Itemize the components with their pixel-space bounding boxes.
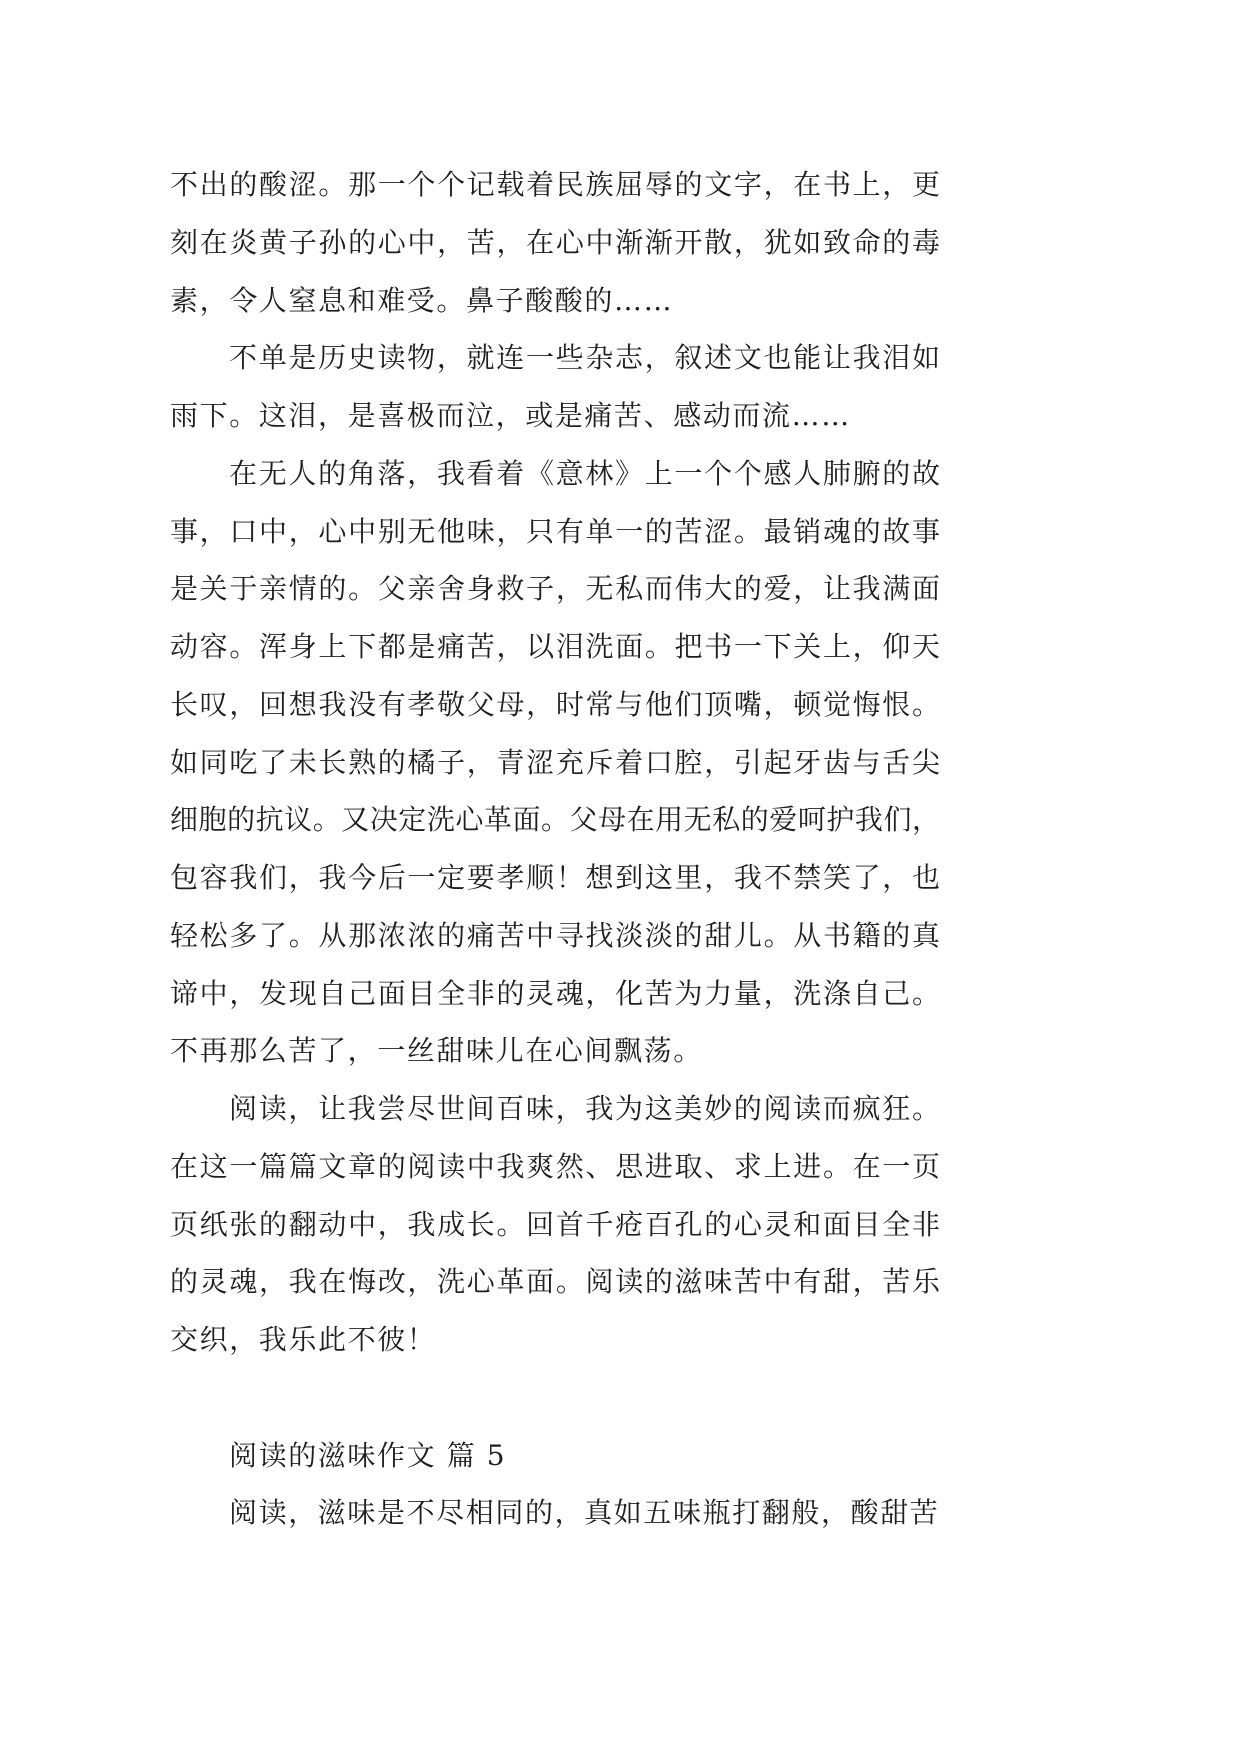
text-line: 不单是历史读物，就连一些杂志，叙述文也能让我泪如 xyxy=(229,341,940,375)
paragraph xyxy=(170,1080,940,1369)
text-line: 如同吃了未长熟的橘子，青涩充斥着口腔，引起牙齿与舌尖 xyxy=(170,745,940,779)
text-line: 谛中，发现自己面目全非的灵魂，化苦为力量，洗涤自己。 xyxy=(170,976,940,1010)
text-line: 不再那么苦了，一丝甜味儿在心间飘荡。 xyxy=(170,1034,703,1068)
text-line: 在无人的角落，我看着《意林》上一个个感人肺腑的故 xyxy=(229,456,940,490)
paragraph xyxy=(170,156,940,329)
text-line: 细胞的抗议。又决定洗心革面。父母在用无私的爱呵护我们， xyxy=(170,803,940,837)
text-line: 页纸张的翻动中，我成长。回首千疮百孔的心灵和面目全非 xyxy=(170,1207,940,1241)
text-line: 事，口中，心中别无他味，只有单一的苦涩。最销魂的故事 xyxy=(170,514,940,548)
text-line: 阅读，滋味是不尽相同的，真如五味瓶打翻般，酸甜苦 xyxy=(229,1496,940,1530)
text-line: 轻松多了。从那浓浓的痛苦中寻找淡淡的甜儿。从书籍的真 xyxy=(170,918,940,952)
blank-line xyxy=(170,1369,940,1427)
paragraph xyxy=(170,445,940,1080)
text-line: 雨下。这泪，是喜极而泣，或是痛苦、感动而流…… xyxy=(170,399,851,432)
text-line: 动容。浑身上下都是痛苦，以泪洗面。把书一下关上，仰天 xyxy=(170,630,940,663)
text-line: 交织，我乐此不彼！ xyxy=(170,1323,437,1356)
text-line: 包容我们，我今后一定要孝顺！想到这里，我不禁笑了，也 xyxy=(170,861,940,894)
paragraph xyxy=(170,1484,940,1542)
text-line: 刻在炎黄子孙的心中，苦，在心中渐渐开散，犹如致命的毒 xyxy=(170,225,940,259)
text-line: 是关于亲情的。父亲舍身救子，无私而伟大的爱，让我满面 xyxy=(170,572,940,606)
text-line: 长叹，回想我没有孝敬父母，时常与他们顶嘴，顿觉悔恨。 xyxy=(170,687,940,721)
text-line: 阅读，让我尝尽世间百味，我为这美妙的阅读而疯狂。 xyxy=(229,1092,940,1125)
document-body xyxy=(170,156,940,1542)
text-line: 不出的酸涩。那一个个记载着民族屈辱的文字，在书上，更 xyxy=(170,168,940,201)
paragraph xyxy=(170,329,940,445)
text-line: 的灵魂，我在悔改，洗心革面。阅读的滋味苦中有甜，苦乐 xyxy=(170,1265,940,1299)
text-line: 在这一篇篇文章的阅读中我爽然、思进取、求上进。在一页 xyxy=(170,1149,940,1183)
text-line: 素，令人窒息和难受。鼻子酸酸的…… xyxy=(170,283,674,317)
section-heading: 阅读的滋味作文 篇 5 xyxy=(229,1438,507,1472)
